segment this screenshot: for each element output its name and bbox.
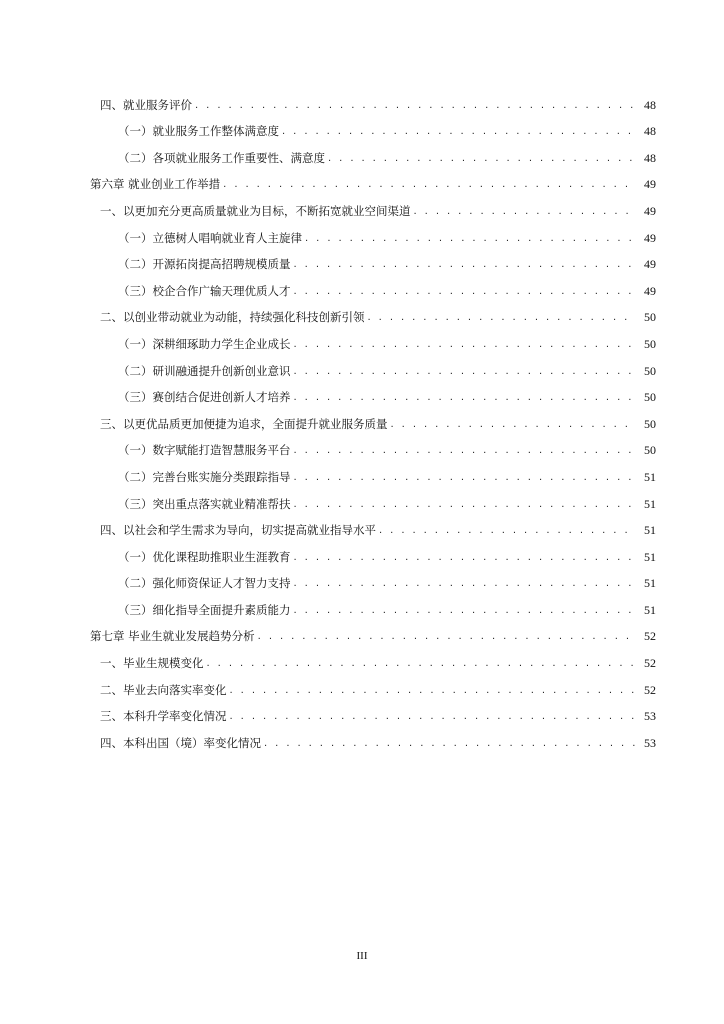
toc-entry-page: 52 [644, 629, 656, 644]
toc-dot-leader [379, 523, 635, 538]
toc-entry-title: （一）立德树人唱响就业育人主旋律 [118, 230, 302, 245]
toc-entry-title: 第七章 毕业生就业发展趋势分析 [90, 629, 255, 644]
toc-dot-leader [391, 417, 636, 432]
toc-entry-page: 49 [644, 203, 656, 218]
toc-dot-leader [230, 709, 636, 724]
toc-entry-title: 四、本科出国（境）率变化情况 [100, 735, 261, 750]
toc-chapter-entry[interactable] [90, 166, 656, 193]
toc-entry[interactable] [90, 565, 656, 592]
toc-entry-page: 49 [644, 283, 656, 298]
toc-entry-title: 四、就业服务评价 [100, 97, 192, 112]
toc-entry-title: （二）研训融通提升创新创业意识 [118, 363, 291, 378]
toc-entry-page: 48 [644, 97, 656, 112]
toc-dot-leader [207, 656, 636, 671]
toc-entry-title: （三）突出重点落实就业精准帮扶 [118, 496, 291, 511]
toc-entry-title: （三）细化指导全面提升素质能力 [118, 602, 291, 617]
toc-entry-page: 50 [644, 390, 656, 405]
toc-entry-page: 52 [644, 682, 656, 697]
toc-entry-title: 三、以更优品质更加便捷为追求，全面提升就业服务质量 [100, 416, 388, 431]
toc-entry[interactable] [90, 405, 656, 432]
toc-entry-title: 三、本科升学率变化情况 [100, 709, 227, 724]
toc-dot-leader [294, 470, 636, 485]
toc-dot-leader [223, 177, 635, 192]
toc-entry[interactable] [90, 272, 656, 299]
toc-dot-leader [328, 151, 635, 166]
toc-entry[interactable] [90, 325, 656, 352]
toc-entry[interactable] [90, 352, 656, 379]
toc-dot-leader [294, 443, 636, 458]
toc-entry[interactable] [90, 458, 656, 485]
toc-dot-leader [294, 497, 636, 512]
toc-entry-page: 52 [644, 656, 656, 671]
toc-dot-leader [294, 550, 636, 565]
toc-entry[interactable] [90, 299, 656, 326]
toc-entry-page: 50 [644, 363, 656, 378]
toc-entry-title: 第六章 就业创业工作举措 [90, 177, 221, 192]
toc-entry[interactable] [90, 246, 656, 273]
toc-entry[interactable] [90, 86, 656, 113]
toc-dot-leader [368, 310, 636, 325]
toc-entry[interactable] [90, 591, 656, 618]
toc-entry-title: 四、以社会和学生需求为导向，切实提高就业指导水平 [100, 523, 376, 538]
toc-entry-title: （一）优化课程助推职业生涯教育 [118, 549, 291, 564]
toc-entry-title: （三）赛创结合促进创新人才培养 [118, 390, 291, 405]
toc-entry-title: （一）数字赋能打造智慧服务平台 [118, 443, 291, 458]
toc-dot-leader [305, 231, 635, 246]
toc-entry-title: （二）完善台账实施分类跟踪指导 [118, 469, 291, 484]
toc-entry-title: （二）开源拓岗提高招聘规模质量 [118, 257, 291, 272]
toc-dot-leader [294, 390, 636, 405]
toc-dot-leader [294, 603, 636, 618]
toc-entry[interactable] [90, 671, 656, 698]
toc-entry-page: 51 [644, 549, 656, 564]
toc-dot-leader [264, 736, 635, 751]
toc-entry[interactable] [90, 432, 656, 459]
toc-dot-leader [195, 98, 635, 113]
toc-entry-title: （一）深耕细琢助力学生企业成长 [118, 336, 291, 351]
toc-dot-leader [294, 364, 636, 379]
toc-dot-leader [294, 257, 636, 272]
toc-entry-page: 51 [644, 523, 656, 538]
toc-entry[interactable] [90, 219, 656, 246]
toc-entry-title: （三）校企合作广输天理优质人才 [118, 283, 291, 298]
toc-entry-title: （二）强化师资保证人才智力支持 [118, 576, 291, 591]
toc-entry-title: （二）各项就业服务工作重要性、满意度 [118, 150, 325, 165]
toc-entry[interactable] [90, 113, 656, 140]
toc-entry-title: 一、以更加充分更高质量就业为目标，不断拓宽就业空间渠道 [100, 203, 411, 218]
toc-entry[interactable] [90, 485, 656, 512]
toc-dot-leader [230, 683, 636, 698]
toc-entry[interactable] [90, 512, 656, 539]
toc-entry-page: 49 [644, 257, 656, 272]
table-of-contents [90, 86, 656, 751]
toc-entry-page: 50 [644, 416, 656, 431]
toc-dot-leader [282, 124, 635, 139]
toc-entry-title: 一、毕业生规模变化 [100, 656, 204, 671]
toc-entry-page: 51 [644, 576, 656, 591]
toc-entry[interactable] [90, 538, 656, 565]
toc-entry[interactable] [90, 192, 656, 219]
toc-entry[interactable] [90, 644, 656, 671]
toc-entry-page: 53 [644, 735, 656, 750]
toc-entry-title: 二、毕业去向落实率变化 [100, 682, 227, 697]
toc-entry[interactable] [90, 139, 656, 166]
toc-dot-leader [294, 337, 636, 352]
toc-entry-page: 51 [644, 602, 656, 617]
toc-dot-leader [258, 629, 635, 644]
toc-entry-page: 49 [644, 230, 656, 245]
toc-entry-page: 53 [644, 709, 656, 724]
page-number: III [356, 950, 368, 962]
toc-entry[interactable] [90, 698, 656, 725]
toc-entry[interactable] [90, 724, 656, 751]
toc-entry-page: 49 [644, 177, 656, 192]
toc-entry[interactable] [90, 379, 656, 406]
toc-entry-page: 51 [644, 469, 656, 484]
toc-entry-page: 48 [644, 124, 656, 139]
toc-entry-page: 51 [644, 496, 656, 511]
toc-entry-page: 50 [644, 336, 656, 351]
toc-entry-page: 50 [644, 443, 656, 458]
toc-entry-title: 二、以创业带动就业为动能，持续强化科技创新引领 [100, 310, 365, 325]
toc-dot-leader [414, 204, 636, 219]
toc-dot-leader [294, 284, 636, 299]
toc-dot-leader [294, 576, 636, 591]
toc-entry-page: 50 [644, 310, 656, 325]
toc-chapter-entry[interactable] [90, 618, 656, 645]
toc-entry-page: 48 [644, 150, 656, 165]
toc-entry-title: （一）就业服务工作整体满意度 [118, 124, 279, 139]
